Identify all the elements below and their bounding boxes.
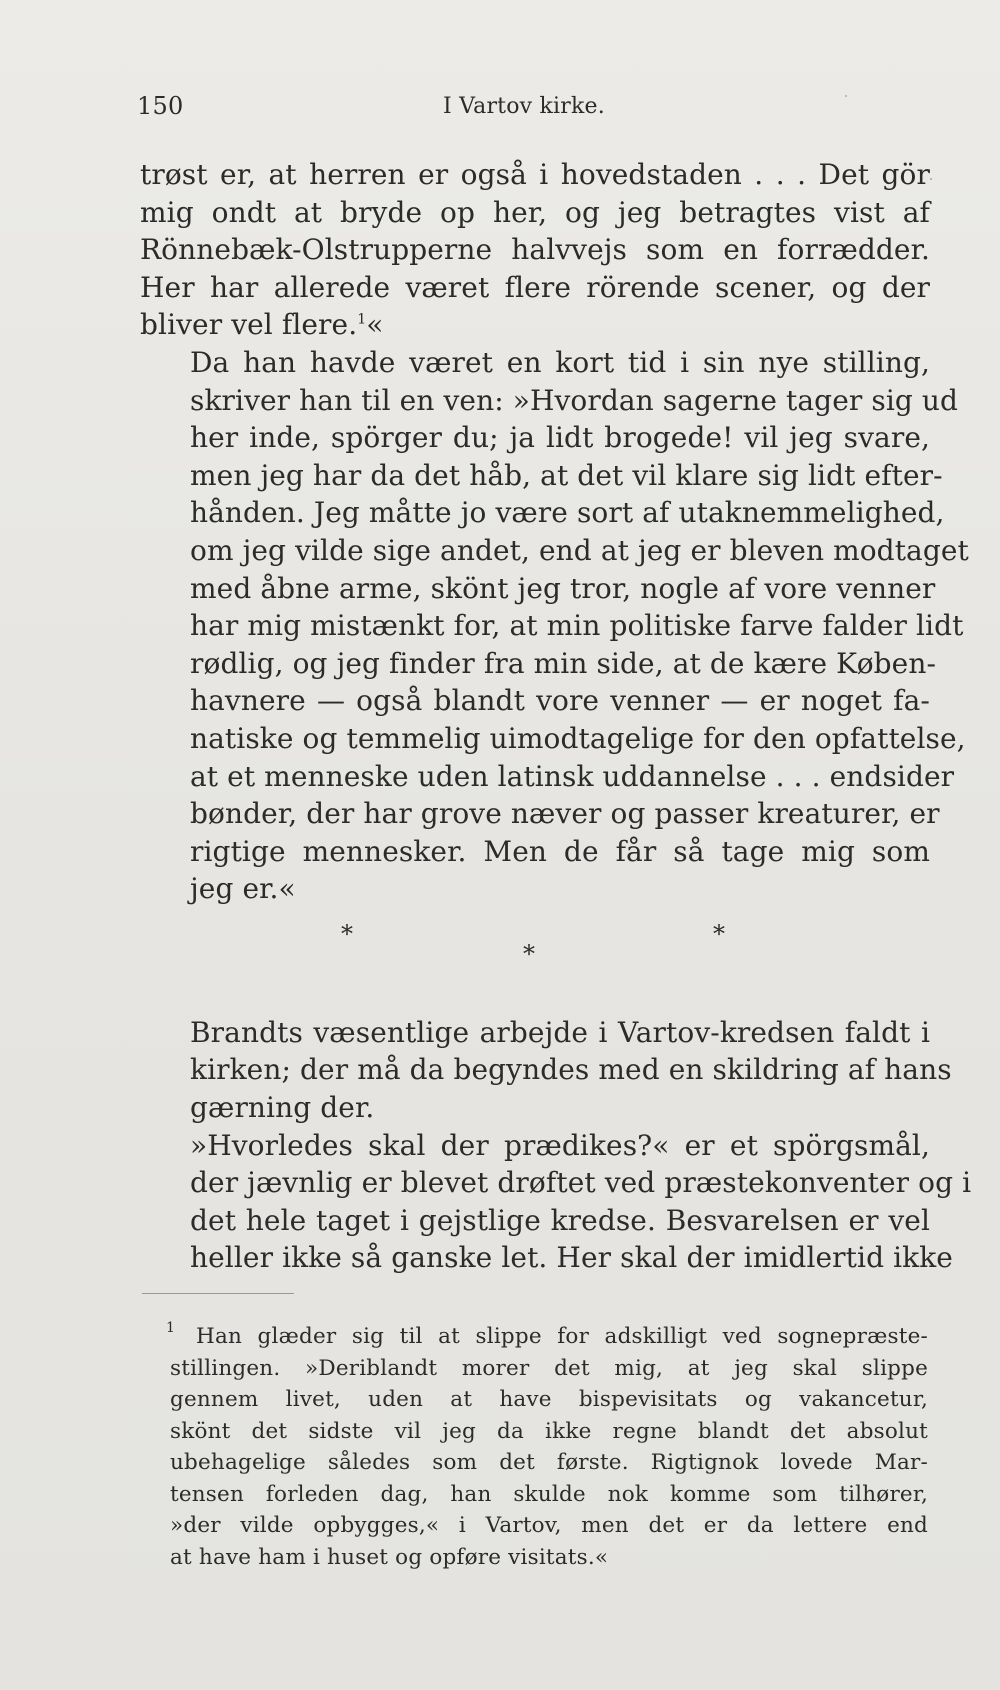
paragraph	[140, 1127, 972, 1277]
footnote-line: tensen forleden dag, han skulde nok komme som tilhører,	[170, 1481, 928, 1507]
footnote	[166, 1320, 928, 1573]
section-separator	[140, 908, 930, 988]
text-line: gærning der.	[190, 1091, 375, 1125]
text-line: her inde, spörger du; ja lidt brogede! vil jeg svare,	[190, 421, 930, 455]
section-gap	[140, 988, 930, 1014]
text-line: heller ikke så ganske let. Her skal der imidlertid ikke	[190, 1241, 953, 1275]
text-line: Her har allerede været flere rörende scener, og der	[140, 270, 930, 304]
text-line: bønder, der har grove næver og passer kreaturer, er	[190, 797, 940, 831]
paragraph	[140, 344, 969, 908]
text-line: har mig mistænkt for, at min politiske farve falder lidt	[190, 609, 964, 643]
text-line: rødlig, og jeg finder fra min side, at de kære Køben-	[190, 646, 937, 680]
footnote-text	[170, 1321, 928, 1573]
footnote-line: skönt det sidste vil jeg da ikke regne blandt det absolut	[170, 1418, 928, 1444]
separator-asterisk: *	[713, 919, 726, 948]
paragraph-continuation	[140, 156, 930, 344]
page-number: 150	[137, 92, 184, 120]
text-line: kirken; der må da begyndes med en skildring af hans	[190, 1053, 952, 1087]
paper-speck	[930, 178, 932, 180]
separator-asterisk: *	[341, 919, 354, 948]
footnote-rule	[142, 1293, 294, 1294]
text-line: at et menneske uden latinsk uddannelse . . . endsider	[190, 759, 955, 793]
text-line: jeg er.«	[190, 872, 296, 906]
separator-asterisk: *	[523, 939, 536, 968]
text-line: det hele taget i gejstlige kredse. Besvarelsen er vel	[190, 1203, 930, 1237]
closing-quote: «	[366, 308, 384, 342]
text-line: med åbne arme, skönt jeg tror, nogle af vore venner	[190, 571, 936, 605]
footnote-marker: 1	[166, 1320, 176, 1336]
text-line: Da han havde været en kort tid i sin nye stilling,	[190, 345, 930, 379]
footnote-reference[interactable]: 1	[357, 312, 367, 329]
footnote-line: ubehagelige således som det første. Rigtignok lovede Mar-	[170, 1450, 928, 1475]
footnote-line: stillingen. »Deriblandt morer det mig, at jeg skal slippe	[170, 1355, 928, 1381]
text-line: der jævnlig er blevet drøftet ved præstekonventer og i	[190, 1166, 972, 1200]
text-line: mig ondt at bryde op her, og jeg betragtes vist af	[140, 195, 930, 229]
text-line	[140, 306, 930, 344]
running-head	[137, 92, 927, 126]
running-title: I Vartov kirke.	[443, 94, 605, 119]
footnote-line: gennem livet, uden at have bispevisitats og vakancetur,	[170, 1387, 928, 1412]
text-line: natiske og temmelig uimodtagelige for den opfattelse,	[190, 721, 966, 755]
footnote-line: Han glæder sig til at slippe for adskilligt ved sognepræste-	[196, 1324, 928, 1349]
text-line: skriver han til en ven: »Hvordan sagerne tager sig ud	[190, 383, 959, 417]
text-line: Brandts væsentlige arbejde i Vartov-kredsen faldt i	[190, 1015, 930, 1049]
footnote-line: »der vilde opbygges,« i Vartov, men det er da lettere end	[170, 1513, 928, 1538]
text-line: havnere — også blandt vore venner — er noget fa-	[190, 684, 930, 718]
text-line: trøst er, at herren er også i hovedstaden . . . Det gör	[140, 158, 930, 191]
text-line: »Hvorledes skal der prædikes?« er et spörgsmål,	[190, 1128, 930, 1162]
text-line: Rönnebæk-Olstrupperne halvvejs som en forrædder.	[140, 233, 930, 267]
text-fragment: bliver vel flere.	[140, 308, 358, 342]
paragraph	[140, 1014, 952, 1127]
body-text	[140, 156, 972, 1277]
text-line: rigtige mennesker. Men de får så tage mig som	[190, 834, 930, 868]
text-line: hånden. Jeg måtte jo være sort af utaknemmelighed,	[190, 496, 945, 530]
text-line: om jeg vilde sige andet, end at jeg er bleven modtaget	[190, 533, 969, 567]
text-line: men jeg har da det håb, at det vil klare sig lidt efter-	[190, 458, 943, 492]
footnote-line: at have ham i huset og opføre visitats.«	[170, 1544, 609, 1570]
